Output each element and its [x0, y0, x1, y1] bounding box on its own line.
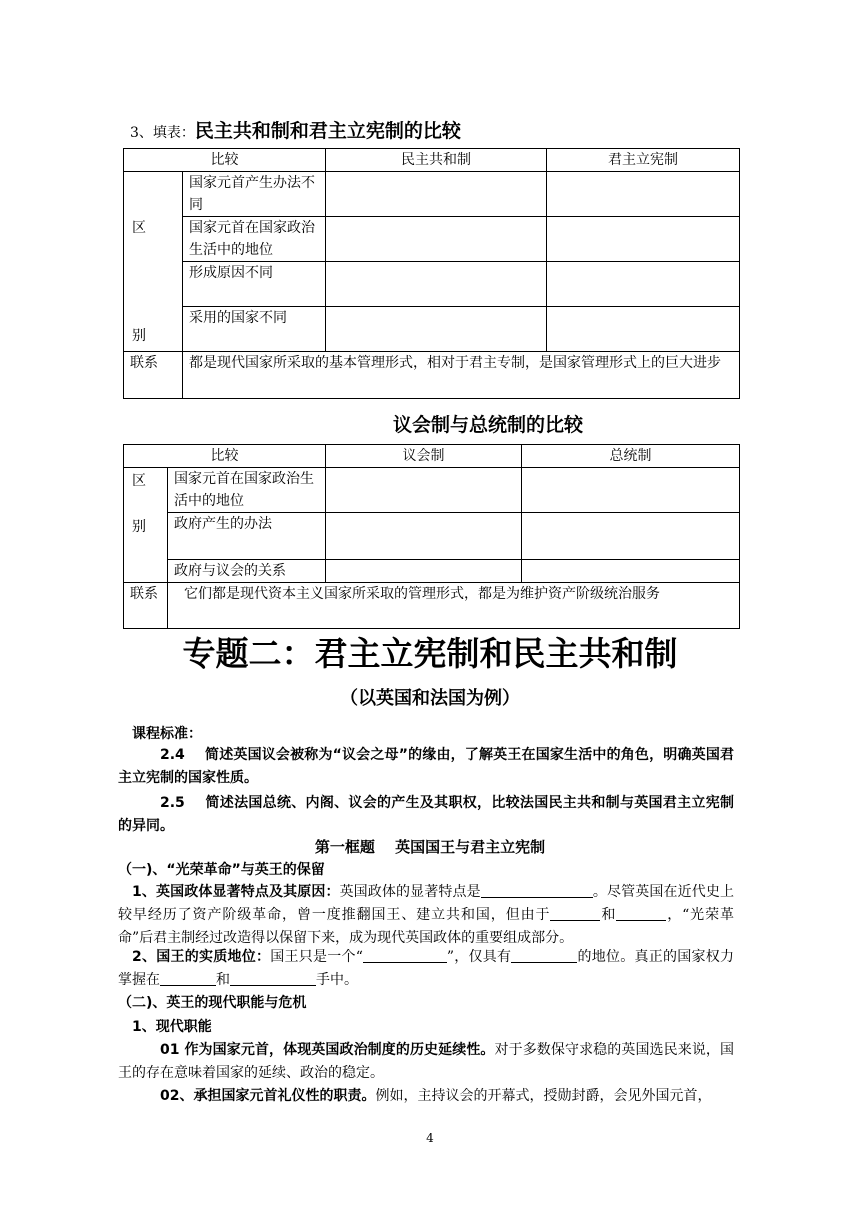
- table1-cell-blank[interactable]: [547, 217, 740, 262]
- table1-header-compare: 比较: [124, 149, 326, 172]
- paragraph-1-text-b: 。尽管英国在近代史上较早经历了资产阶级革命，曾一度推翻国王、建立共和国，但由于: [118, 884, 734, 923]
- table1-row-label: 形成原因不同: [183, 262, 326, 307]
- table1-prefix: 3、填表：: [130, 125, 195, 141]
- table2-header-parliamentary: 议会制: [326, 445, 522, 468]
- standard-2-4: [118, 744, 734, 790]
- fill-blank[interactable]: [230, 971, 316, 986]
- table1-header-republic: 民主共和制: [326, 149, 547, 172]
- table2-cell-blank[interactable]: [522, 468, 740, 513]
- paragraph-2-text-a: 国王只是一个“: [270, 949, 363, 965]
- table2-link-text: 它们都是现代资本主义国家所采取的管理形式，都是为维护资产阶级统治服务: [168, 583, 740, 629]
- fill-blank[interactable]: [550, 906, 600, 921]
- paragraph-2-label: 2、国王的实质地位：: [132, 949, 271, 965]
- table2-row-label: 国家元首在国家政治生活中的地位: [168, 468, 326, 513]
- table2-header-compare: 比较: [124, 445, 326, 468]
- paragraph-4-bold: 02、承担国家元首礼仪性的职责。: [160, 1088, 376, 1104]
- table1-row-label: 国家元首产生办法不同: [183, 172, 326, 217]
- table1-cell-blank[interactable]: [326, 172, 547, 217]
- subheading-modern-functions: 1、现代职能: [132, 1019, 212, 1035]
- fill-blank[interactable]: [511, 948, 577, 963]
- paragraph-1-text-c: 和: [600, 907, 617, 923]
- table2-cell-blank[interactable]: [326, 468, 522, 513]
- table1-heading: [130, 116, 461, 143]
- fill-blank[interactable]: [363, 948, 447, 963]
- table2-row-label: 政府与议会的关系: [168, 560, 326, 583]
- table1-title: 民主共和制和君主立宪制的比较: [194, 120, 461, 142]
- table1-cell-blank[interactable]: [547, 307, 740, 352]
- table1-link-text: 都是现代国家所采取的基本管理形式，相对于君主专制，是国家管理形式上的巨大进步: [183, 352, 740, 399]
- paragraph-4-text: 例如，主持议会的开幕式，授勋封爵，会见外国元首，: [375, 1088, 712, 1104]
- paragraph-1: [118, 881, 734, 950]
- fill-blank[interactable]: [481, 883, 593, 898]
- table2-difference-label: [124, 468, 168, 583]
- table2-title: 议会制与总统制的比较: [393, 414, 584, 436]
- table1-cell-blank[interactable]: [326, 307, 547, 352]
- table1-row-label: 采用的国家不同: [183, 307, 326, 352]
- paragraph-3-bold: 01 作为国家元首，体现英国政治制度的历史延续性。: [160, 1042, 495, 1058]
- paragraph-2-text-d: 和: [216, 972, 230, 988]
- paragraph-3-text: 对于多数保守求稳的英国选民来说，国王的存在意味着国家的延续、政治的稳定。: [118, 1042, 735, 1081]
- topic-title: 专题二：君主立宪制和民主共和制: [182, 634, 678, 673]
- lesson-title: 第一框题 英国国王与君主立宪制: [314, 838, 546, 856]
- paragraph-2: [118, 946, 734, 992]
- paragraph-4: [118, 1085, 734, 1108]
- standard-2-5-number: 2.5: [160, 795, 185, 811]
- paragraph-2-text-b: ”，仅具有: [446, 949, 512, 965]
- table2-qu: 区: [132, 473, 146, 489]
- table1-cell-blank[interactable]: [547, 262, 740, 307]
- table2-row-label: 政府产生的办法: [168, 513, 326, 560]
- paragraph-2-text-e: 手中。: [316, 972, 358, 988]
- table2-cell-blank[interactable]: [326, 513, 522, 560]
- comparison-table-1: [123, 148, 740, 399]
- table1-cell-blank[interactable]: [547, 172, 740, 217]
- table1-qu: 区: [132, 220, 146, 236]
- table1-header-monarchy: 君主立宪制: [547, 149, 740, 172]
- table2-bie: 别: [132, 519, 146, 535]
- standard-2-5-text: 简述法国总统、内阁、议会的产生及其职权，比较法国民主共和制与英国君主立宪制的异同。: [118, 795, 735, 834]
- table2-cell-blank[interactable]: [522, 513, 740, 560]
- table2-header-presidential: 总统制: [522, 445, 740, 468]
- table2-cell-blank[interactable]: [522, 560, 740, 583]
- standard-2-5: [118, 792, 734, 838]
- paragraph-1-text-a: 英国政体的显著特点是: [339, 884, 481, 900]
- paragraph-3: [118, 1039, 734, 1085]
- standards-label: 课程标准：: [132, 726, 202, 742]
- page-number: 4: [426, 1131, 434, 1145]
- table1-difference-label: [124, 172, 183, 352]
- paragraph-1-label: 1、英国政体显著特点及其原因：: [132, 884, 340, 900]
- section-heading-1: （一)、“光荣革命”与英王的保留: [118, 862, 325, 878]
- topic-subtitle: （以英国和法国为例）: [340, 688, 520, 709]
- comparison-table-2: [123, 444, 740, 629]
- section-heading-2: （二)、英王的现代职能与危机: [118, 995, 307, 1011]
- paragraph-1-text-d: ，“光荣革命”后君主制经过改造得以保留下来，成为现代英国政体的重要组成部分。: [118, 907, 734, 946]
- fill-blank[interactable]: [160, 971, 216, 986]
- standard-2-4-text: 简述英国议会被称为“议会之母”的缘由，了解英王在国家生活中的角色，明确英国君主立宪制的国家性质。: [118, 747, 735, 786]
- paragraph-2-text-c: 的地位。真正的国家权力掌握在: [118, 949, 734, 988]
- table1-link-label: 联系: [124, 352, 183, 399]
- table1-cell-blank[interactable]: [326, 262, 547, 307]
- table2-link-label: 联系: [124, 583, 168, 629]
- standard-2-4-number: 2.4: [160, 747, 185, 763]
- table1-cell-blank[interactable]: [326, 217, 547, 262]
- table1-row-label: 国家元首在国家政治生活中的地位: [183, 217, 326, 262]
- table1-bie: 别: [132, 328, 146, 344]
- fill-blank[interactable]: [616, 906, 666, 921]
- table2-cell-blank[interactable]: [326, 560, 522, 583]
